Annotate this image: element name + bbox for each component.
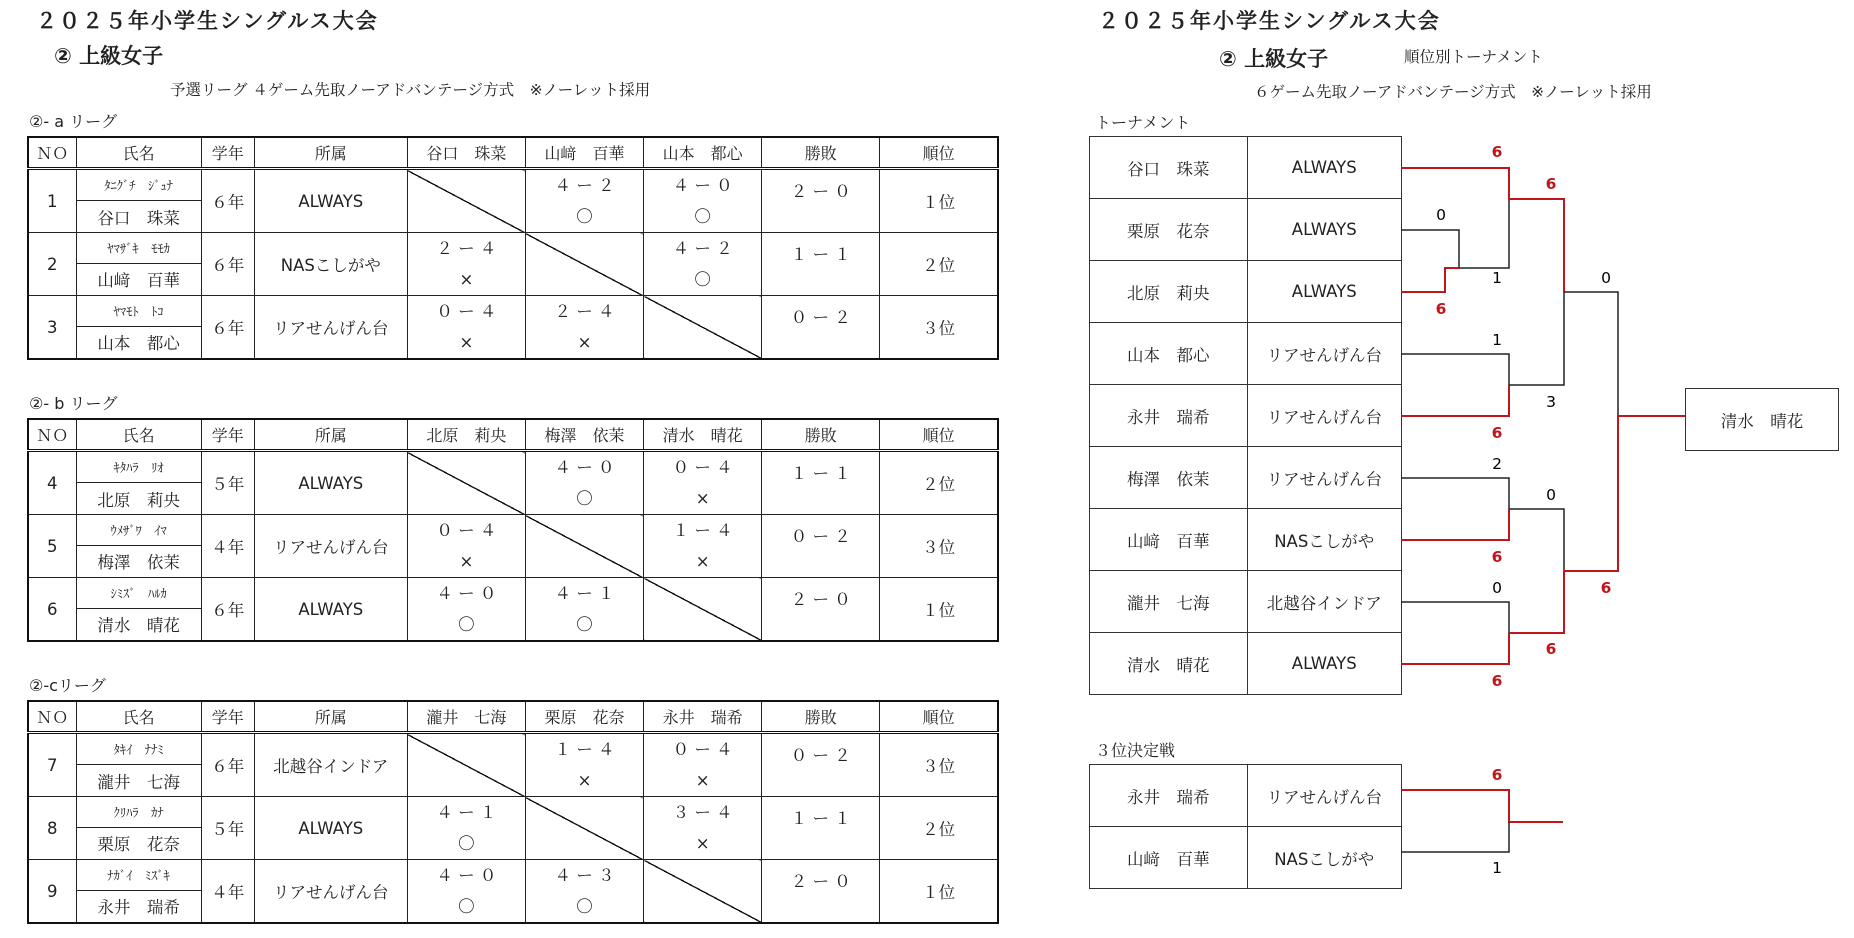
bracket-line: [1401, 354, 1509, 385]
header-opponent: 谷口 珠菜: [407, 137, 525, 169]
match-score: １ ー ４: [672, 521, 733, 540]
match-score: 6: [1491, 548, 1503, 566]
player-rank: １位: [880, 169, 998, 233]
bracket-winner-line: [1564, 416, 1685, 571]
player-record: ２ ー ０: [762, 169, 880, 233]
match-score: 6: [1491, 143, 1503, 161]
right-subtitle2: 順位別トーナメント: [1404, 48, 1543, 66]
bracket-winner-line: [1401, 633, 1509, 664]
player-club: ALWAYS: [254, 578, 407, 642]
match-score: 1: [1492, 859, 1502, 877]
match-score: 6: [1491, 766, 1503, 784]
header-name: 氏名: [76, 137, 201, 169]
player-grade: ６年: [201, 169, 254, 233]
league-a-label: ②- a リーグ: [29, 112, 118, 131]
player-club: ALWAYS: [254, 169, 407, 233]
match-score: ４ ー ３: [554, 866, 615, 885]
entry-name: 栗原 花奈: [1090, 199, 1248, 261]
match-score: ４ ー ０: [436, 584, 497, 603]
match-mark: ×: [577, 771, 592, 790]
player-no: 9: [28, 860, 76, 924]
match-score: ０ ー ４: [672, 458, 733, 477]
player-name: 瀧井 七海: [76, 765, 201, 797]
entry-name: 永井 瑞希: [1090, 385, 1248, 447]
entry-name: 北原 莉央: [1090, 261, 1248, 323]
match-score: ４ ー １: [436, 803, 497, 822]
match-mark: 〇: [576, 615, 593, 634]
header-rank: 順位: [880, 701, 998, 733]
player-no: 6: [28, 578, 76, 642]
player-no: 2: [28, 233, 76, 296]
player-record: ０ ー ２: [762, 296, 880, 360]
bracket-line: [1564, 292, 1618, 416]
league-b-label: ②- b リーグ: [29, 394, 118, 413]
match-score: ３ ー ４: [672, 803, 733, 822]
player-club: ALWAYS: [254, 451, 407, 515]
bracket-winner-line: [1401, 168, 1509, 199]
match-mark: ×: [577, 333, 592, 352]
player-club: リアせんげん台: [254, 515, 407, 578]
header-record: 勝敗: [762, 701, 880, 733]
right-note: ６ゲーム先取ノーアドバンテージ方式 ※ノーレット採用: [1254, 83, 1652, 101]
league-c-label: ②-cリーグ: [29, 676, 106, 695]
player-kana: ﾅｶﾞｲ ﾐｽﾞｷ: [76, 860, 201, 891]
match-score: 6: [1600, 579, 1612, 597]
player-grade: ５年: [201, 451, 254, 515]
entry-club: ALWAYS: [1247, 199, 1402, 261]
match-score: 6: [1435, 300, 1447, 318]
match-score: 6: [1545, 175, 1557, 193]
player-record: １ ー １: [762, 797, 880, 860]
match-score: 1: [1492, 269, 1502, 287]
match-mark: ×: [459, 333, 474, 352]
match-score: 0: [1601, 269, 1611, 287]
entry-club: リアせんげん台: [1247, 385, 1402, 447]
match-mark: ×: [695, 552, 710, 571]
player-record: １ ー １: [762, 233, 880, 296]
header-opponent: 山本 都心: [644, 137, 762, 169]
player-grade: ６年: [201, 578, 254, 642]
entry-club: NASこしがや: [1247, 827, 1402, 889]
match-mark: 〇: [576, 207, 593, 226]
entry-name: 谷口 珠菜: [1090, 137, 1248, 199]
bracket-winner-line: [1509, 199, 1564, 292]
player-name: 清水 晴花: [76, 608, 201, 641]
match-mark: 〇: [458, 615, 475, 634]
player-no: 7: [28, 733, 76, 797]
player-name: 谷口 珠菜: [76, 201, 201, 233]
right-title: ２０２５年小学生シングルス大会: [1098, 9, 1441, 33]
match-score: 2: [1492, 455, 1502, 473]
entry-name: 山﨑 百華: [1090, 509, 1248, 571]
entry-club: ALWAYS: [1247, 137, 1402, 199]
bracket-line: [1509, 292, 1564, 385]
bracket-line: [1401, 602, 1509, 633]
match-mark: 〇: [458, 897, 475, 916]
entry-name: 永井 瑞希: [1090, 765, 1248, 827]
entry-club: NASこしがや: [1247, 509, 1402, 571]
match-mark: ×: [695, 834, 710, 853]
entry-club: リアせんげん台: [1247, 765, 1402, 827]
header-rank: 順位: [880, 137, 998, 169]
player-name: 栗原 花奈: [76, 827, 201, 859]
match-score: ０ ー ４: [436, 521, 497, 540]
player-rank: ３位: [880, 733, 998, 797]
header-record: 勝敗: [762, 137, 880, 169]
player-record: ２ ー ０: [762, 860, 880, 924]
match-mark: ×: [459, 552, 474, 571]
match-score: ０ ー ４: [436, 302, 497, 321]
match-score: １ ー ４: [554, 740, 615, 759]
header-no: ＮＯ: [28, 701, 76, 733]
player-no: 4: [28, 451, 76, 515]
player-kana: ﾔﾏﾓﾄ ﾄｺ: [76, 296, 201, 327]
header-opponent: 永井 瑞希: [644, 701, 762, 733]
header-name: 氏名: [76, 419, 201, 451]
match-score: ４ ー ０: [672, 176, 733, 195]
entry-club: ALWAYS: [1247, 633, 1402, 695]
left-subtitle: ② 上級女子: [54, 44, 164, 68]
entry-club: リアせんげん台: [1247, 323, 1402, 385]
left-title: ２０２５年小学生シングルス大会: [36, 9, 379, 33]
bracket-line: [1459, 199, 1509, 268]
bracket-winner-line: [1401, 385, 1509, 416]
player-record: ２ ー ０: [762, 578, 880, 642]
entry-name: 瀧井 七海: [1090, 571, 1248, 633]
player-name: 山本 都心: [76, 326, 201, 359]
match-score: ４ ー １: [554, 584, 615, 603]
bracket-line: [1509, 509, 1564, 571]
player-record: ０ ー ２: [762, 733, 880, 797]
header-opponent: 清水 晴花: [644, 419, 762, 451]
bracket-winner-line: [1509, 571, 1564, 633]
player-rank: ３位: [880, 296, 998, 360]
header-no: ＮＯ: [28, 137, 76, 169]
match-mark: 〇: [576, 897, 593, 916]
match-score: 0: [1492, 579, 1502, 597]
player-rank: ３位: [880, 515, 998, 578]
match-mark: ×: [695, 771, 710, 790]
header-grade: 学年: [201, 701, 254, 733]
player-rank: ２位: [880, 797, 998, 860]
match-score: 6: [1491, 424, 1503, 442]
player-no: 3: [28, 296, 76, 360]
bracket-line: [1401, 822, 1509, 852]
player-no: 1: [28, 169, 76, 233]
player-club: NASこしがや: [254, 233, 407, 296]
header-name: 氏名: [76, 701, 201, 733]
player-kana: ﾀｷｲ ﾅﾅﾐ: [76, 733, 201, 765]
header-grade: 学年: [201, 137, 254, 169]
match-score: ４ ー ０: [436, 866, 497, 885]
player-name: 永井 瑞希: [76, 890, 201, 923]
header-club: 所属: [254, 419, 407, 451]
player-record: ０ ー ２: [762, 515, 880, 578]
match-score: 0: [1436, 206, 1446, 224]
header-opponent: 栗原 花奈: [525, 701, 643, 733]
header-club: 所属: [254, 701, 407, 733]
player-rank: ２位: [880, 451, 998, 515]
player-club: リアせんげん台: [254, 860, 407, 924]
player-club: ALWAYS: [254, 797, 407, 860]
player-grade: ４年: [201, 515, 254, 578]
header-grade: 学年: [201, 419, 254, 451]
match-mark: ×: [459, 270, 474, 289]
entry-name: 山﨑 百華: [1090, 827, 1248, 889]
player-rank: １位: [880, 860, 998, 924]
player-grade: ６年: [201, 296, 254, 360]
header-record: 勝敗: [762, 419, 880, 451]
player-rank: ２位: [880, 233, 998, 296]
match-score: 0: [1546, 486, 1556, 504]
bracket-winner-line: [1401, 790, 1563, 822]
match-score: ２ ー ４: [554, 302, 615, 321]
header-opponent: 山﨑 百華: [525, 137, 643, 169]
bracket-winner-line: [1401, 268, 1459, 292]
player-no: 8: [28, 797, 76, 860]
player-grade: ５年: [201, 797, 254, 860]
header-club: 所属: [254, 137, 407, 169]
match-score: 6: [1491, 672, 1503, 690]
match-score: ４ ー ０: [554, 458, 615, 477]
match-score: ２ ー ４: [436, 239, 497, 258]
tournament-label: トーナメント: [1095, 113, 1191, 132]
header-rank: 順位: [880, 419, 998, 451]
match-mark: 〇: [694, 270, 711, 289]
player-kana: ｳﾒｻﾞﾜ ｲﾏ: [76, 515, 201, 546]
right-subtitle: ② 上級女子: [1219, 47, 1329, 71]
player-name: 山﨑 百華: [76, 263, 201, 295]
entry-name: 山本 都心: [1090, 323, 1248, 385]
player-kana: ｸﾘﾊﾗ ｶﾅ: [76, 797, 201, 828]
entry-club: 北越谷インドア: [1247, 571, 1402, 633]
bracket-line: [1401, 230, 1459, 268]
third-place-label: ３位決定戦: [1095, 741, 1176, 760]
player-kana: ﾀﾆｸﾞﾁ ｼﾞｭﾅ: [76, 169, 201, 201]
header-opponent: 梅澤 依茉: [525, 419, 643, 451]
header-opponent: 瀧井 七海: [407, 701, 525, 733]
match-mark: 〇: [576, 489, 593, 508]
bracket-winner-line: [1401, 509, 1509, 540]
player-kana: ﾔﾏｻﾞｷ ﾓﾓｶ: [76, 233, 201, 264]
entry-club: ALWAYS: [1247, 261, 1402, 323]
match-score: 6: [1545, 640, 1557, 658]
entry-club: リアせんげん台: [1247, 447, 1402, 509]
match-score: 3: [1546, 393, 1556, 411]
match-mark: 〇: [694, 207, 711, 226]
player-no: 5: [28, 515, 76, 578]
match-score: ４ ー ２: [554, 176, 615, 195]
player-grade: ６年: [201, 733, 254, 797]
left-note: 予選リーグ ４ゲーム先取ノーアドバンテージ方式 ※ノーレット採用: [170, 81, 651, 99]
player-name: 北原 莉央: [76, 483, 201, 515]
match-score: 1: [1492, 331, 1502, 349]
player-club: 北越谷インドア: [254, 733, 407, 797]
player-kana: ｼﾐｽﾞ ﾊﾙｶ: [76, 578, 201, 609]
match-mark: ×: [695, 489, 710, 508]
player-rank: １位: [880, 578, 998, 642]
entry-name: 清水 晴花: [1090, 633, 1248, 695]
match-mark: 〇: [458, 834, 475, 853]
champion-name: 清水 晴花: [1720, 411, 1804, 431]
header-opponent: 北原 莉央: [407, 419, 525, 451]
player-kana: ｷﾀﾊﾗ ﾘｵ: [76, 451, 201, 483]
match-score: ４ ー ２: [672, 239, 733, 258]
player-grade: ４年: [201, 860, 254, 924]
player-name: 梅澤 依茉: [76, 545, 201, 577]
match-score: ０ ー ４: [672, 740, 733, 759]
header-no: ＮＯ: [28, 419, 76, 451]
player-record: １ ー １: [762, 451, 880, 515]
player-grade: ６年: [201, 233, 254, 296]
player-club: リアせんげん台: [254, 296, 407, 360]
bracket-line: [1401, 478, 1509, 509]
entry-name: 梅澤 依茉: [1090, 447, 1248, 509]
